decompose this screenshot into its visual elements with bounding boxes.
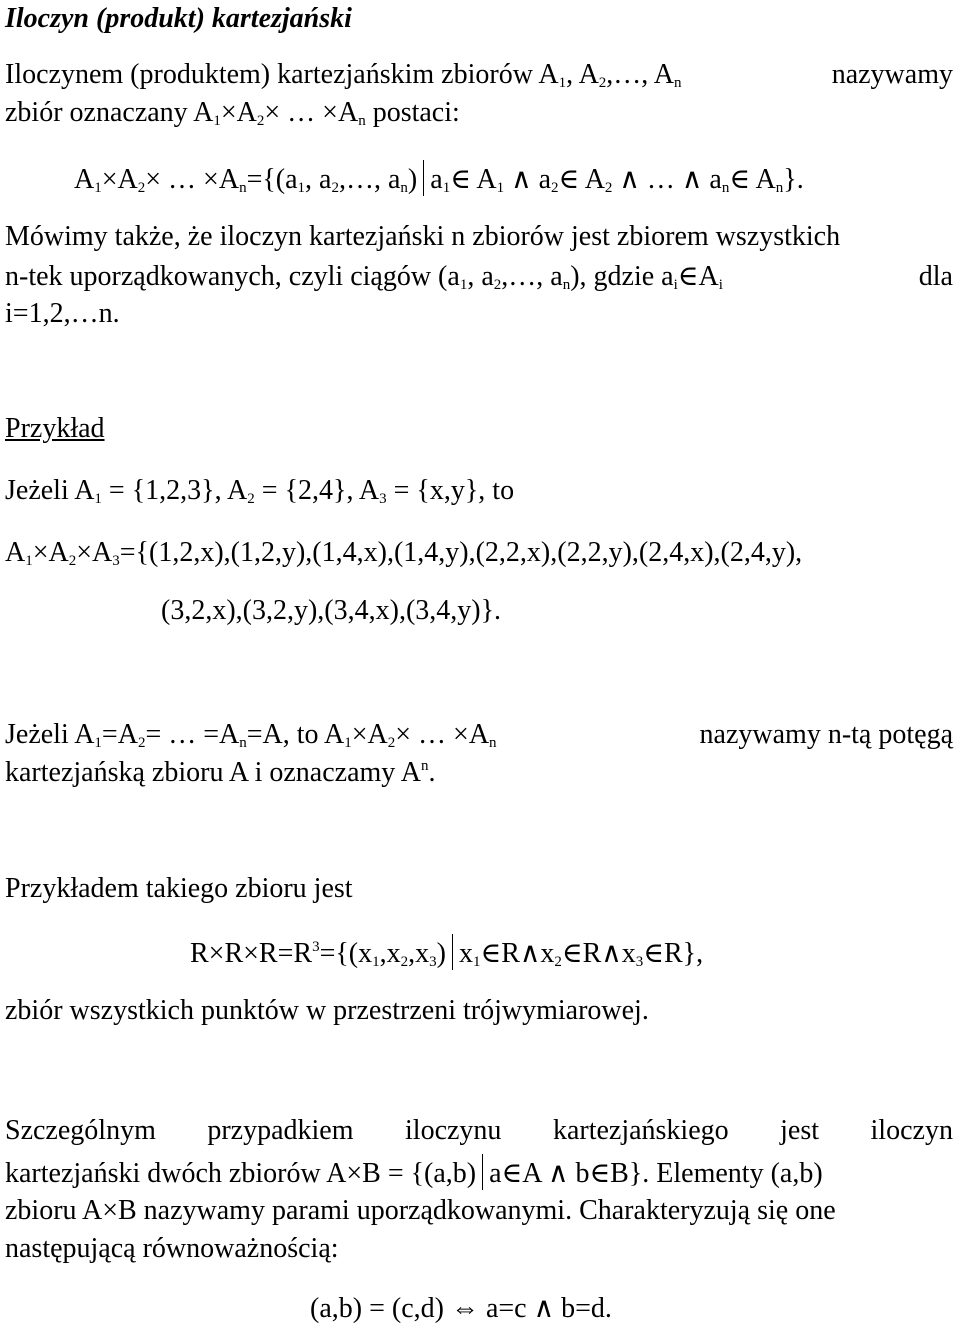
such-that-bar bbox=[423, 160, 424, 196]
example-line-2: $A_1\times A_2\times A_3=\{(1,2,x),(1,2,y),(1,4,x),(1,4,y),(2,2,x),(2,2,y),(2,4,x),(2,4,y)$, bbox=[5, 537, 803, 569]
power-line-2: kartezjańską zbioru A i oznaczamy $A^n$. bbox=[5, 757, 436, 788]
example-line-1: Jeżeli $A_1 = \{1,2,3\}$, $A_2 = \{2,4\}$, $A_3 = \{x,y\}$, to bbox=[5, 475, 515, 507]
final-formula: (a,b) = (c,d) ⇔ a=c ∧ b=d. bbox=[310, 1293, 612, 1324]
special-line-2: kartezjański dwóch zbiorów A×B = {(a,b) a∈A ∧ b∈B}. Elementy (a,b) bbox=[5, 1154, 823, 1191]
example2-intro: Przykładem takiego zbioru jest bbox=[5, 873, 353, 904]
example2-caption: zbiór wszystkich punktów w przestrzeni trójwymiarowej. bbox=[5, 995, 649, 1026]
example2-formula: $R\times R\times R=R^3=\{(x_1,x_2,x_3)$ $x_1\in R\wedge x_2\in R\wedge x_3\in R$}, bbox=[190, 934, 703, 971]
such-that-bar bbox=[482, 1154, 483, 1190]
such-that-bar bbox=[452, 934, 453, 970]
special-line-4: następującą równoważnością: bbox=[5, 1233, 339, 1264]
page-title: Iloczyn (produkt) kartezjański bbox=[5, 3, 352, 34]
paragraph2-line-1: Mówimy także, że iloczyn kartezjański n zbiorów jest zbiorem wszystkich bbox=[5, 221, 841, 252]
paragraph2-line-3: i=1,2,…n. bbox=[5, 298, 120, 329]
special-line-3: zbioru A×B nazywamy parami uporządkowanymi. Charakteryzują się one bbox=[5, 1195, 836, 1226]
example-heading: Przykład bbox=[5, 413, 105, 444]
intro-line-2: zbiór oznaczany $A_1\times A_2\times$ … $\times A_n$ postaci: bbox=[5, 97, 460, 129]
special-line-1: Szczególnym przypadkiem iloczynu kartezjańskiego jest iloczyn bbox=[5, 1115, 953, 1146]
paragraph2-line-2: n-tek uporządkowanych, czyli ciągów ($a_1$, $a_2,\dots$, $a_n$), gdzie $a_i\in A_i$ dla bbox=[5, 261, 953, 293]
intro-line-1: Iloczynem (produktem) kartezjańskim zbiorów $A_1$, $A_2,\dots$, $A_n$ nazywamy bbox=[5, 59, 953, 91]
example-line-3: (3,2,x),(3,2,y),(3,4,x),(3,4,y)}. bbox=[161, 595, 502, 626]
power-line-1: Jeżeli $A_1=A_2=$ … $=A_n=A$, to $A_1\times A_2\times$ … $\times A_n$ nazywamy n-tą potęgą bbox=[5, 719, 953, 751]
definition-formula: $A_1\times A_2\times$ … $\times A_n=\{(a_1$, $a_2,\dots$, $a_n$) $a_1\in$ $A_1$ ∧ $a_2\in$ $A_2$ ∧ … ∧ $a_n\in$ $A_n$}. bbox=[74, 160, 804, 197]
